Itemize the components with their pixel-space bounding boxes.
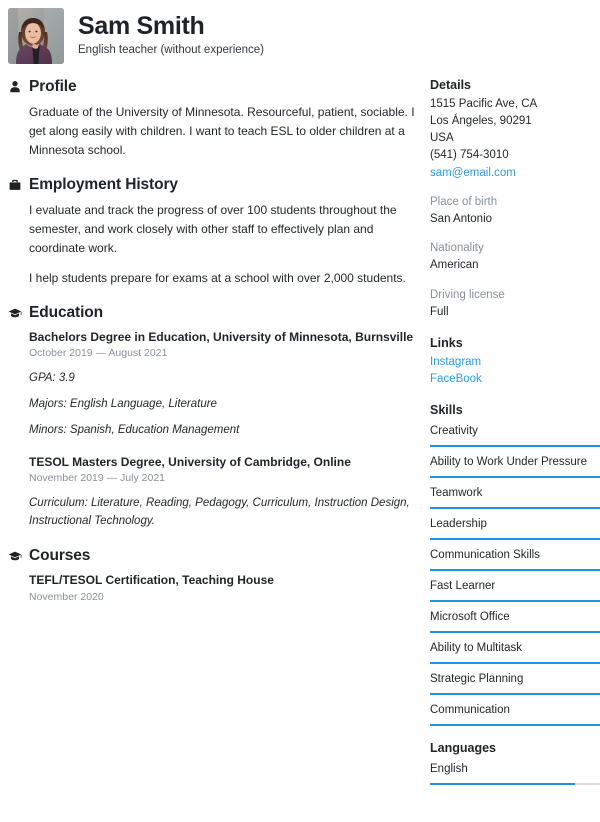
job-title: English teacher (without experience) [78,44,265,57]
address-line: 1515 Pacific Ave, CA [430,98,538,110]
skill-level-fill [430,662,600,665]
entry-note: GPA: 3.9 [29,372,75,385]
link-facebook[interactable]: FaceBook [430,373,482,386]
skill-level-bar [430,600,600,603]
skill-level-bar [430,631,600,634]
avatar [8,8,64,64]
skill-level-fill [430,569,600,572]
header-text [64,12,264,61]
sidebar-languages-title: Languages [430,741,496,756]
skill-name: Communication [430,704,510,717]
skill-name: Strategic Planning [430,673,524,686]
section-profile-header [8,78,418,96]
detail-label: Nationality [430,242,484,255]
phone-number: (541) 754-3010 [430,149,509,162]
skill-level-bar [430,507,600,510]
skill-item [430,576,600,602]
main-column [0,78,430,800]
section-courses-title: Courses [29,546,91,564]
email-link[interactable]: sam@email.com [430,166,516,179]
detail-label: Place of birth [430,195,498,208]
skill-name: Fast Learner [430,580,496,593]
skill-level-fill [430,538,600,541]
sidebar-details-title: Details [430,78,471,92]
section-courses [8,547,418,606]
sidebar-details [430,78,600,321]
skill-name: Ability to Work Under Pressure [430,456,588,469]
sidebar-links [430,336,600,388]
skill-name: Communication Skills [430,549,540,562]
profile-text: Graduate of the University of Minnesota. Resourceful, patient, sociable. I get along easily with children. I want to teach ESL to older children at a Minnesota school. [29,105,415,157]
entry-note: Minors: Spanish, Education Management [29,423,240,436]
address-line: USA [430,132,454,145]
sidebar-languages [430,741,600,785]
skill-level-fill [430,476,600,479]
skill-level-fill [430,693,600,696]
section-employment [8,176,418,288]
skill-name: Teamwork [430,487,483,500]
skill-level-bar [430,538,600,541]
language-level-bar [430,783,600,786]
skill-item [430,607,600,633]
employment-paragraph: I evaluate and track the progress of over 100 students throughout the semester, and work closely with other staff to effectively plan and coordinate work. [29,202,397,255]
skill-name: Microsoft Office [430,611,510,624]
page-title: Sam Smith [78,11,205,40]
skill-item [430,452,600,478]
link-instagram[interactable]: Instagram [430,356,482,369]
section-courses-body [8,572,418,606]
skill-level-fill [430,724,600,727]
skill-level-bar [430,445,600,448]
person-icon [8,80,22,94]
education-entry [29,329,418,440]
graduation-cap-icon [8,306,22,320]
skill-item [430,700,600,726]
resume-body [0,64,600,800]
section-education [8,304,418,531]
skill-item [430,545,600,571]
skill-level-bar [430,569,600,572]
detail-label: Driving license [430,288,505,301]
skill-name: Creativity [430,425,478,438]
skill-level-bar [430,662,600,665]
resume-header [0,0,600,64]
detail-group-nationality [430,240,600,275]
entry-date: October 2019 — August 2021 [29,347,168,360]
sidebar-column [430,78,600,800]
skill-level-fill [430,507,600,510]
language-item [430,759,600,785]
detail-value: San Antonio [430,212,493,225]
skill-level-bar [430,724,600,727]
detail-group-place-of-birth [430,194,600,229]
education-entry [29,454,418,531]
detail-group-driving-license [430,287,600,322]
section-profile-body [8,103,418,160]
graduation-cap-icon [8,549,22,563]
skill-level-fill [430,600,600,603]
section-employment-title: Employment History [29,175,178,193]
skill-level-fill [430,445,600,448]
sidebar-links-title: Links [430,336,463,351]
section-employment-header [8,176,418,194]
entry-note: Majors: English Language, Literature [29,398,217,411]
section-employment-body [8,201,418,288]
section-education-body [8,329,418,531]
entry-title: TESOL Masters Degree, University of Cambridge, Online [29,454,351,469]
address-line: Los Ángeles, 90291 [430,115,532,128]
detail-value: American [430,259,479,272]
skill-name: Leadership [430,518,487,531]
entry-title: TEFL/TESOL Certification, Teaching House [29,572,274,587]
section-education-title: Education [29,303,104,321]
entry-date: November 2020 [29,590,104,603]
sidebar-skills-title: Skills [430,403,463,418]
section-profile-title: Profile [29,78,77,95]
skill-item [430,483,600,509]
skill-item [430,421,600,447]
detail-value: Full [430,305,449,318]
entry-date: November 2019 — July 2021 [29,472,165,485]
skill-item [430,669,600,695]
briefcase-icon [8,178,22,192]
course-entry [29,572,418,606]
skill-item [430,514,600,540]
section-courses-header [8,547,418,565]
section-education-header [8,304,418,322]
employment-paragraph: I help students prepare for exams at a school with over 2,000 students. [29,270,406,285]
language-level-fill [430,783,575,786]
skill-item [430,638,600,664]
section-profile [8,78,418,160]
entry-note: Curriculum: Literature, Reading, Pedagogy, Curriculum, Instruction Design, Instructional Technology. [29,497,410,528]
entry-title: Bachelors Degree in Education, University of Minnesota, Burnsville [29,329,414,344]
skill-name: Ability to Multitask [430,642,523,655]
skill-level-fill [430,631,600,634]
sidebar-skills [430,403,600,726]
skill-level-bar [430,693,600,696]
skill-level-bar [430,476,600,479]
language-name: English [430,763,468,776]
